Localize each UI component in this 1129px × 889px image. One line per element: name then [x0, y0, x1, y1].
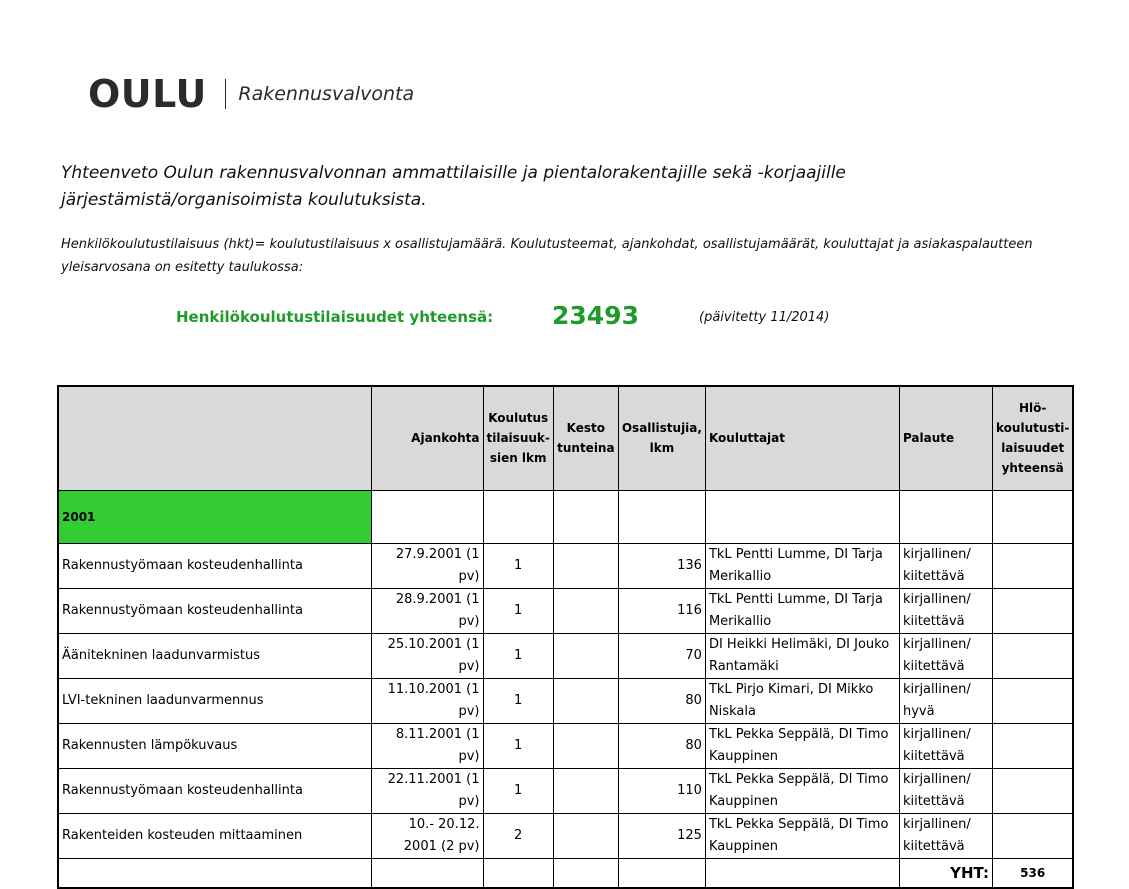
cell-feedback: kirjallinen/ kiitettävä	[899, 768, 992, 813]
logo-divider	[225, 79, 227, 109]
header-topic	[58, 386, 371, 490]
cell-topic: Rakennustyömaan kosteudenhallinta	[58, 588, 371, 633]
cell-duration	[553, 543, 618, 588]
logo-wordmark: OULU	[88, 72, 207, 116]
cell-total	[992, 723, 1073, 768]
cell-duration	[553, 633, 618, 678]
cell-topic: Rakennustyömaan kosteudenhallinta	[58, 768, 371, 813]
header-events: Koulutus tilaisuuk-sien lkm	[483, 386, 553, 490]
table-row	[58, 633, 1073, 678]
cell-events: 1	[483, 633, 553, 678]
cell-participants: 136	[618, 543, 705, 588]
cell-total	[992, 768, 1073, 813]
cell-duration	[553, 723, 618, 768]
cell-events: 1	[483, 588, 553, 633]
cell-topic: Rakennustyömaan kosteudenhallinta	[58, 543, 371, 588]
cell-participants: 80	[618, 678, 705, 723]
cell-feedback: kirjallinen/ kiitettävä	[899, 588, 992, 633]
header-feedback: Palaute	[899, 386, 992, 490]
cell-total	[992, 633, 1073, 678]
cell-date: 10.- 20.12. 2001 (2 pv)	[371, 813, 483, 858]
header-date: Ajankohta	[371, 386, 483, 490]
cell-date: 27.9.2001 (1 pv)	[371, 543, 483, 588]
cell-trainers: TkL Pirjo Kimari, DI Mikko Niskala	[705, 678, 899, 723]
cell-trainers: TkL Pekka Seppälä, DI Timo Kauppinen	[705, 813, 899, 858]
header-trainers: Kouluttajat	[705, 386, 899, 490]
table-header-row	[58, 386, 1073, 490]
cell-events: 1	[483, 678, 553, 723]
year-label: 2001	[58, 490, 371, 543]
cell-participants: 80	[618, 723, 705, 768]
year-row	[58, 490, 1073, 543]
cell-date: 25.10.2001 (1 pv)	[371, 633, 483, 678]
cell-trainers: DI Heikki Helimäki, DI Jouko Rantamäki	[705, 633, 899, 678]
cell-date: 28.9.2001 (1 pv)	[371, 588, 483, 633]
summary-value: 23493	[552, 301, 639, 330]
cell-trainers: TkL Pekka Seppälä, DI Timo Kauppinen	[705, 723, 899, 768]
cell-total	[992, 813, 1073, 858]
cell-topic: LVI-tekninen laadunvarmennus	[58, 678, 371, 723]
cell-participants: 110	[618, 768, 705, 813]
total-row	[58, 858, 1073, 888]
cell-trainers: TkL Pekka Seppälä, DI Timo Kauppinen	[705, 768, 899, 813]
summary-updated: (päivitetty 11/2014)	[699, 310, 830, 325]
cell-duration	[553, 588, 618, 633]
cell-trainers: TkL Pentti Lumme, DI Tarja Merikallio	[705, 543, 899, 588]
cell-duration	[553, 813, 618, 858]
table-row	[58, 678, 1073, 723]
table-row	[58, 588, 1073, 633]
table-row	[58, 543, 1073, 588]
cell-feedback: kirjallinen/ kiitettävä	[899, 813, 992, 858]
table-row	[58, 813, 1073, 858]
cell-date: 22.11.2001 (1 pv)	[371, 768, 483, 813]
cell-date: 8.11.2001 (1 pv)	[371, 723, 483, 768]
table-body	[58, 543, 1073, 858]
note-text: Henkilökoulutustilaisuus (hkt)= koulutustilaisuus x osallistujamäärä. Koulutusteemat, ajankohdat, osallistujamäärät, kouluttajat ja asiakaspalautteen yleisarvosana on esitetty taulukossa:	[61, 237, 1033, 275]
cell-topic: Rakenteiden kosteuden mittaaminen	[58, 813, 371, 858]
cell-total	[992, 678, 1073, 723]
cell-date: 11.10.2001 (1 pv)	[371, 678, 483, 723]
header-total: Hlö-koulutusti-laisuudet yhteensä	[992, 386, 1073, 490]
header-participants: Osallistujia, lkm	[618, 386, 705, 490]
cell-duration	[553, 678, 618, 723]
intro-text: Yhteenveto Oulun rakennusvalvonnan ammattilaisille ja pientalorakentajille sekä -korjaajille järjestämistä/organisoimista koulutuksista.	[61, 163, 846, 210]
cell-feedback: kirjallinen/ kiitettävä	[899, 723, 992, 768]
table-row	[58, 723, 1073, 768]
table-row	[58, 768, 1073, 813]
header-duration: Kesto tunteina	[553, 386, 618, 490]
cell-duration	[553, 768, 618, 813]
logo	[88, 72, 414, 116]
cell-topic: Äänitekninen laadunvarmistus	[58, 633, 371, 678]
cell-events: 1	[483, 723, 553, 768]
cell-total	[992, 588, 1073, 633]
logo-subtitle: Rakennusvalvonta	[238, 83, 415, 105]
cell-participants: 125	[618, 813, 705, 858]
cell-events: 1	[483, 768, 553, 813]
cell-events: 1	[483, 543, 553, 588]
training-table	[57, 385, 1074, 889]
cell-participants: 70	[618, 633, 705, 678]
cell-topic: Rakennusten lämpökuvaus	[58, 723, 371, 768]
cell-trainers: TkL Pentti Lumme, DI Tarja Merikallio	[705, 588, 899, 633]
total-label: YHT:	[899, 858, 992, 888]
cell-feedback: kirjallinen/ hyvä	[899, 678, 992, 723]
total-value: 536	[992, 858, 1073, 888]
cell-events: 2	[483, 813, 553, 858]
cell-participants: 116	[618, 588, 705, 633]
cell-total	[992, 543, 1073, 588]
cell-feedback: kirjallinen/ kiitettävä	[899, 633, 992, 678]
summary-label: Henkilökoulutustilaisuudet yhteensä:	[176, 308, 494, 326]
cell-feedback: kirjallinen/ kiitettävä	[899, 543, 992, 588]
